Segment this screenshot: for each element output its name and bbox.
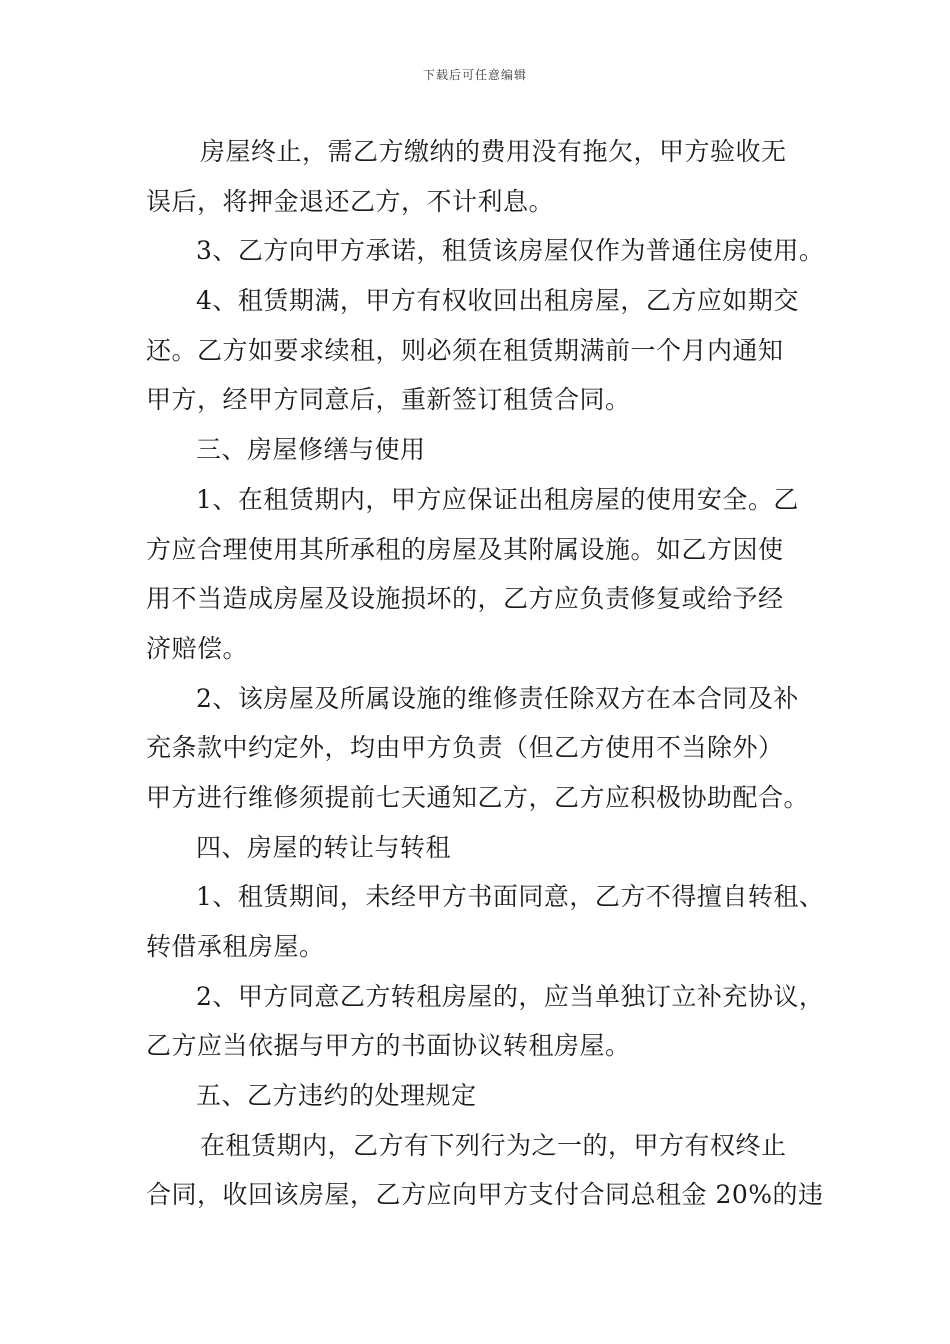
text-line: 济赔偿。: [146, 633, 249, 663]
text-line: 4、租赁期满，甲方有权收回出租房屋，乙方应如期交: [196, 286, 799, 316]
text-line: 误后，将押金退还乙方，不计利息。: [146, 186, 555, 216]
text-line: 转借承租房屋。: [146, 932, 325, 961]
section-heading: 三、房屋修缮与使用: [196, 435, 426, 465]
text-line: 方应合理使用其所承租的房屋及其附属设施。如乙方因使: [146, 534, 784, 564]
text-line: 乙方应当依据与甲方的书面协议转租房屋。: [146, 1031, 631, 1061]
text-line: 用不当造成房屋及设施损坏的，乙方应负责修复或给予经: [146, 584, 784, 614]
text-line: 合同，收回该房屋，乙方应向甲方支付合同总租金 20%的违: [146, 1180, 824, 1210]
page-header: 下载后可任意编辑: [422, 68, 527, 82]
text-line: 在租赁期内，乙方有下列行为之一的，甲方有权终止: [200, 1130, 787, 1160]
text-line: 2、甲方同意乙方转租房屋的，应当单独订立补充协议，: [196, 981, 825, 1011]
text-line: 2、该房屋及所属设施的维修责任除双方在本合同及补: [196, 683, 799, 713]
text-line: 充条款中约定外，均由甲方负责（但乙方使用不当除外）: [146, 733, 784, 763]
section-heading: 四、房屋的转让与转租: [196, 832, 452, 862]
section-heading: 五、乙方违约的处理规定: [196, 1081, 477, 1111]
document-body: [146, 127, 826, 1220]
text-line: 1、租赁期间，未经甲方书面同意，乙方不得擅自转租、: [196, 882, 825, 912]
text-line: 房屋终止，需乙方缴纳的费用没有拖欠，甲方验收无: [200, 137, 787, 166]
text-line: 甲方，经甲方同意后，重新签订租赁合同。: [146, 385, 631, 415]
text-line: 甲方进行维修须提前七天通知乙方，乙方应积极协助配合。: [146, 782, 810, 812]
text-line: 3、乙方向甲方承诺，租赁该房屋仅作为普通住房使用。: [196, 236, 825, 266]
text-line: 1、在租赁期内，甲方应保证出租房屋的使用安全。乙: [196, 484, 799, 514]
text-line: 还。乙方如要求续租，则必须在租赁期满前一个月内通知: [146, 335, 784, 365]
